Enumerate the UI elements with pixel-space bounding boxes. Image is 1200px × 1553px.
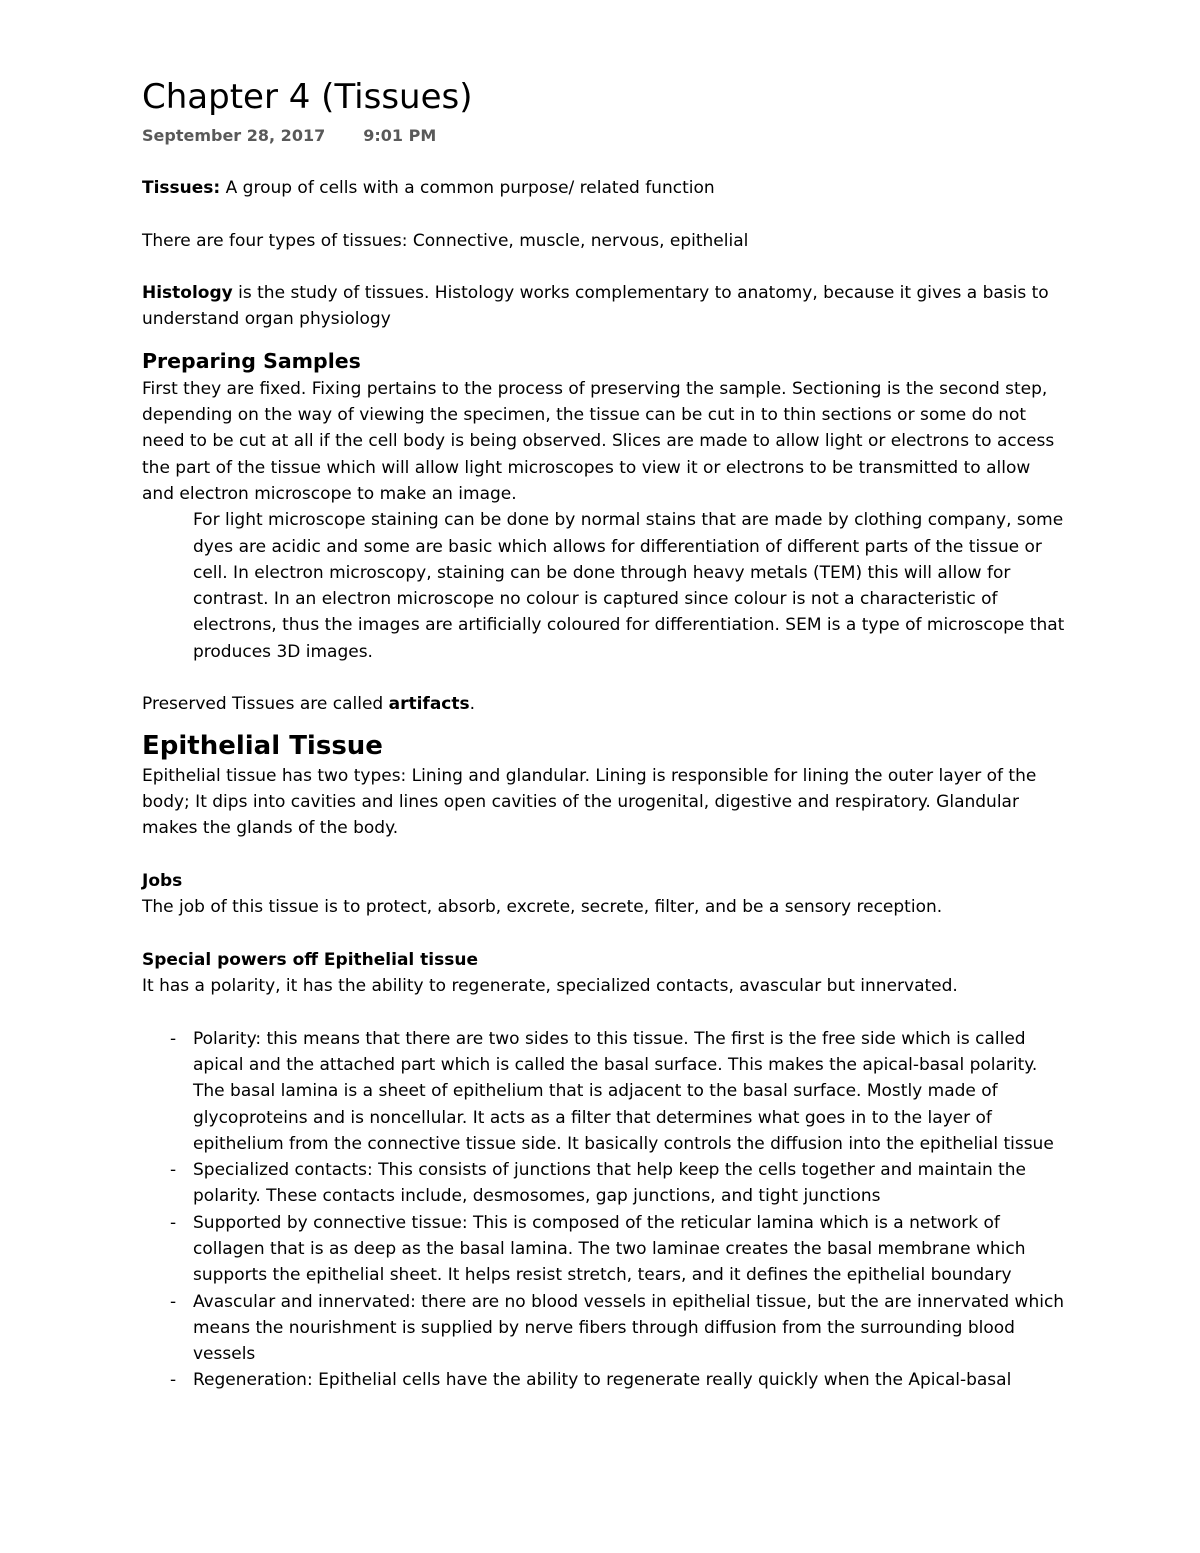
staining-paragraph: For light microscope staining can be done by normal stains that are made by clothing company, some dyes are acidic and some are basic which allows for differentiation of different parts of the tissue or cell. In electron microscopy, staining can be done through heavy metals (TEM) this will allow for contrast. In an electron microscope no colour is captured since colour is not a characteristic of electrons, thus the images are artificially coloured for differentiation. SEM is a type of microscope that produces 3D images.: [193, 510, 1065, 662]
tissues-definition-text: A group of cells with a common purpose/ related function: [220, 178, 715, 198]
note-meta: [142, 123, 1067, 149]
dash-bullet: -: [170, 1028, 177, 1049]
tissues-term: Tissues:: [142, 178, 221, 198]
histology-text: is the study of tissues. Histology works complementary to anatomy, because it gives a basis to understand organ physiology: [142, 283, 1049, 330]
dash-bullet: -: [170, 1212, 177, 1233]
note-date: September 28, 2017: [142, 126, 326, 145]
list-item: [170, 1289, 1067, 1368]
list-item: [170, 1026, 1067, 1157]
dash-bullet: -: [170, 1160, 177, 1181]
list-item-text: Polarity: this means that there are two sides to this tissue. The first is the free side which is called apical and the attached part which is called the basal surface. This makes the apical-basal polarity. The basal lamina is a sheet of epithelium that is adjacent to the basal surface. Mostly made of glycoproteins and is noncellular. It acts as a filter that determines what goes in to the layer of epithelium from the connective tissue side. It basically controls the diffusion into the epithelial tissue: [193, 1028, 1054, 1154]
dash-bullet: -: [170, 1370, 177, 1391]
artifacts-prefix: Preserved Tissues are called: [142, 694, 389, 715]
list-item-text: Avascular and innervated: there are no blood vessels in epithelial tissue, but the are innervated which means the nourishment is supplied by nerve fibers through diffusion from the surrounding blood vessels: [193, 1291, 1065, 1365]
dash-bullet: -: [170, 1291, 177, 1312]
list-item: [170, 1157, 1067, 1210]
list-item: [170, 1210, 1067, 1289]
page-title: Chapter 4 (Tissues): [142, 77, 473, 117]
histology-paragraph: [142, 280, 1067, 333]
list-item-text: Specialized contacts: This consists of junctions that help keep the cells together and maintain the polarity. These contacts include, desmosomes, gap junctions, and tight junctions: [193, 1160, 1027, 1207]
list-item: [170, 1367, 1067, 1393]
preparing-paragraph: First they are fixed. Fixing pertains to the process of preserving the sample. Sectioning is the second step, depending on the way of viewing the specimen, the tissue can be cut in to thin sections or some do not need to be cut at all if the cell body is being observed. Slices are made to allow light or electrons to access the part of the tissue which will allow light microscopes to view it or electrons to be transmitted to allow and electron microscope to make an image.: [142, 378, 1055, 504]
jobs-text: The job of this tissue is to protect, absorb, excrete, secrete, filter, and be a sensory reception.: [142, 897, 943, 918]
list-item-text: Supported by connective tissue: This is composed of the reticular lamina which is a network of collagen that is as deep as the basal lamina. The two laminae creates the basal membrane which supports the epithelial sheet. It helps resist stretch, tears, and it defines the epithelial boundary: [193, 1212, 1026, 1286]
jobs-heading: Jobs: [142, 870, 183, 891]
histology-term: Histology: [142, 283, 233, 304]
special-powers-text: It has a polarity, it has the ability to regenerate, specialized contacts, avascular but innervated.: [142, 976, 958, 997]
tissues-definition: [142, 175, 1067, 201]
artifacts-suffix: .: [469, 694, 476, 715]
epithelial-intro: Epithelial tissue has two types: Lining and glandular. Lining is responsible for lining the outer layer of the body; It dips into cavities and lines open cavities of the urogenital, digestive and respiratory. Glandular makes the glands of the body.: [142, 765, 1037, 839]
four-types-text: There are four types of tissues: Connective, muscle, nervous, epithelial: [142, 230, 749, 251]
epithelial-properties-list: [142, 1026, 1067, 1394]
list-item-text: Regeneration: Epithelial cells have the ability to regenerate really quickly when the Apical-basal: [193, 1370, 1012, 1391]
artifacts-term: artifacts: [388, 694, 470, 715]
note-time: 9:01 PM: [363, 126, 437, 145]
epithelial-tissue-heading: Epithelial Tissue: [142, 730, 383, 761]
preparing-samples-heading: Preparing Samples: [142, 348, 361, 373]
special-powers-heading: Special powers off Epithelial tissue: [142, 949, 478, 970]
artifacts-paragraph: [142, 691, 1067, 717]
document-page: [142, 76, 1067, 1394]
